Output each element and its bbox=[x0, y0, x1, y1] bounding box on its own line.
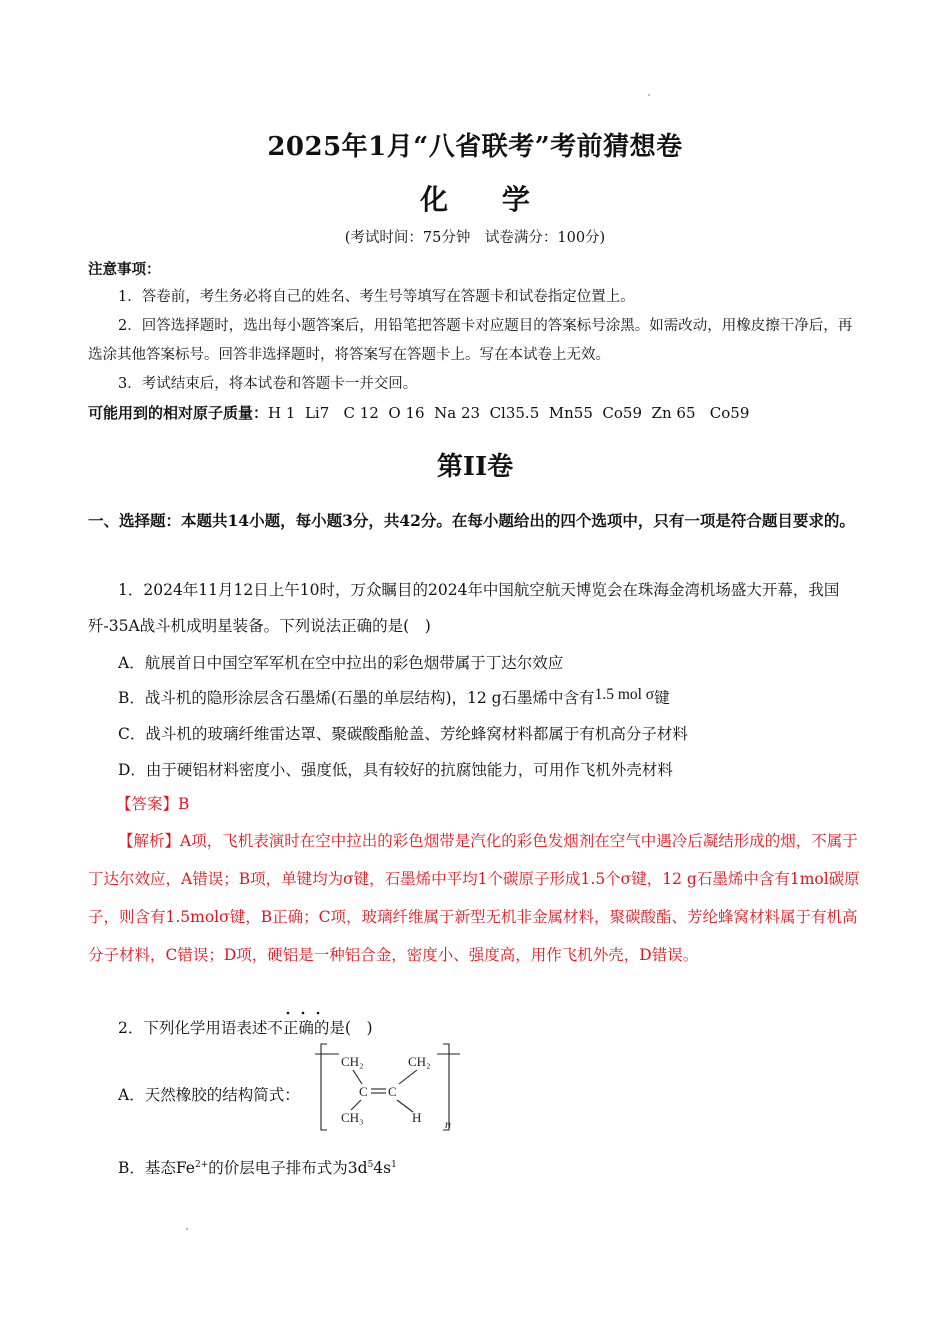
notice-item-2: 2．回答选择题时，选出每小题答案后，用铅笔把答题卡对应题目的答案标号涂黑。如需改动，用橡皮擦干净后，再选涂其他答案标号。回答非选择题时，将答案写在答题卡上。写在本试卷上无效。 bbox=[88, 318, 853, 363]
question-2-option-a: A．天然橡胶的结构简式： bbox=[118, 1086, 300, 1104]
notice-item-3: 3．考试结束后，将本试卷和答题卡一并交回。 bbox=[118, 376, 418, 392]
exam-info: (考试时间：75分钟 试卷满分：100分) bbox=[344, 230, 606, 246]
analysis-label: 【解析】 bbox=[118, 832, 181, 850]
q2-b-pre: B．基态Fe bbox=[118, 1159, 195, 1177]
q2-b-sup1: 2+ bbox=[194, 1159, 209, 1170]
natural-rubber-structure bbox=[315, 1040, 460, 1135]
question-1-stem: 1．2024年11月12日上午10时，万众瞩目的2024年中国航空航天博览会在珠海金湾机场盛大开幕，我国歼-35A战斗机成明星装备。下列说法正确的是( ) bbox=[88, 581, 840, 635]
bond-c2-h bbox=[397, 1100, 413, 1112]
question-1-answer: 【答案】B bbox=[116, 795, 190, 813]
struct-ch2-left: CH₂ bbox=[341, 1054, 364, 1069]
bracket-left bbox=[321, 1044, 327, 1130]
notice-heading: 注意事项： bbox=[88, 261, 161, 278]
q2-stem-emphasis: 不正确 bbox=[267, 1019, 314, 1037]
question-2-option-b bbox=[118, 1156, 397, 1178]
option-b-formula: 1.5 mol σ bbox=[594, 686, 655, 703]
emphasis-dots-svg bbox=[283, 1010, 333, 1016]
question-1-option-d: D．由于硬铝材料密度小、强度低，具有较好的抗腐蚀能力，可用作飞机外壳材料 bbox=[118, 761, 673, 779]
bond-ch2-c1 bbox=[353, 1070, 362, 1084]
option-b-text: B．战斗机的隐形涂层含石墨烯(石墨的单层结构)，12 g石墨烯中含有 bbox=[118, 689, 595, 707]
struct-ch2-right: CH₂ bbox=[408, 1054, 431, 1069]
question-1-option-a: A．航展首日中国空军军机在空中拉出的彩色烟带属于丁达尔效应 bbox=[118, 654, 564, 672]
atomic-masses bbox=[88, 402, 749, 423]
emphasis-dots bbox=[283, 1001, 333, 1007]
scan-speck-2 bbox=[186, 1228, 188, 1230]
struct-h: H bbox=[412, 1110, 422, 1125]
struct-c2: C bbox=[388, 1084, 397, 1099]
section-description: 一、选择题：本题共14小题，每小题3分，共42分。在每小题给出的四个选项中，只有一项是符合题目要求的。 bbox=[88, 511, 855, 530]
q2-b-sup2: 5 bbox=[367, 1159, 374, 1170]
atomic-masses-values: H 1 Li7 C 12 O 16 Na 23 Cl35.5 Mn55 Co59 Zn 65 Co59 bbox=[268, 404, 750, 422]
question-1-option-b bbox=[118, 686, 670, 708]
struct-ch3: CH₃ bbox=[341, 1110, 364, 1125]
question-1-option-c: C．战斗机的玻璃纤维雷达罩、聚碳酸酯舱盖、芳纶蜂窝材料都属于有机高分子材料 bbox=[118, 725, 688, 743]
bond-ch2-c2 bbox=[399, 1070, 417, 1084]
q2-b-mid: 的价层电子排布式为3d bbox=[208, 1159, 368, 1177]
notice-item-1: 1．答卷前，考生务必将自己的姓名、考生号等填写在答题卡和试卷指定位置上。 bbox=[118, 289, 635, 305]
atomic-masses-label: 可能用到的相对原子质量： bbox=[88, 404, 269, 422]
scan-speck bbox=[648, 94, 650, 96]
q2-stem-pre: 2．下列化学用语表述 bbox=[118, 1019, 268, 1037]
question-2-stem bbox=[118, 1010, 893, 1046]
struct-c1: C bbox=[359, 1084, 368, 1099]
struct-n: n bbox=[445, 1117, 451, 1131]
exam-title: 2025年1月“八省联考”考前猜想卷 bbox=[267, 132, 683, 162]
question-1-analysis bbox=[88, 822, 863, 974]
q2-b-mid2: 4s bbox=[373, 1159, 392, 1177]
analysis-text: A项，飞机表演时在空中拉出的彩色烟带是汽化的彩色发烟剂在空气中遇冷后凝结形成的烟，不属于丁达尔效应，A错误；B项，单键均为σ键，石墨烯中平均1个碳原子形成1.5个σ键，12 g石墨烯中含有1mol碳原子，则含有1.5molσ键，B正确；C项，玻璃纤维属于新型无机非金属材料，聚碳酸酯、芳纶蜂窝材料属于有机高分子材料，C错误；D项，硬铝是一种铝合金，密度小、强度高，用作飞机外壳，D错误。 bbox=[88, 832, 860, 964]
section-title: 第II卷 bbox=[436, 452, 514, 482]
q2-stem-post: 的是( ) bbox=[313, 1019, 373, 1037]
option-b-suffix: 键 bbox=[654, 689, 670, 707]
bond-c1-ch3 bbox=[351, 1100, 361, 1110]
q2-b-sup3: 1 bbox=[391, 1159, 397, 1170]
subject-heading: 化 学 bbox=[420, 183, 552, 216]
